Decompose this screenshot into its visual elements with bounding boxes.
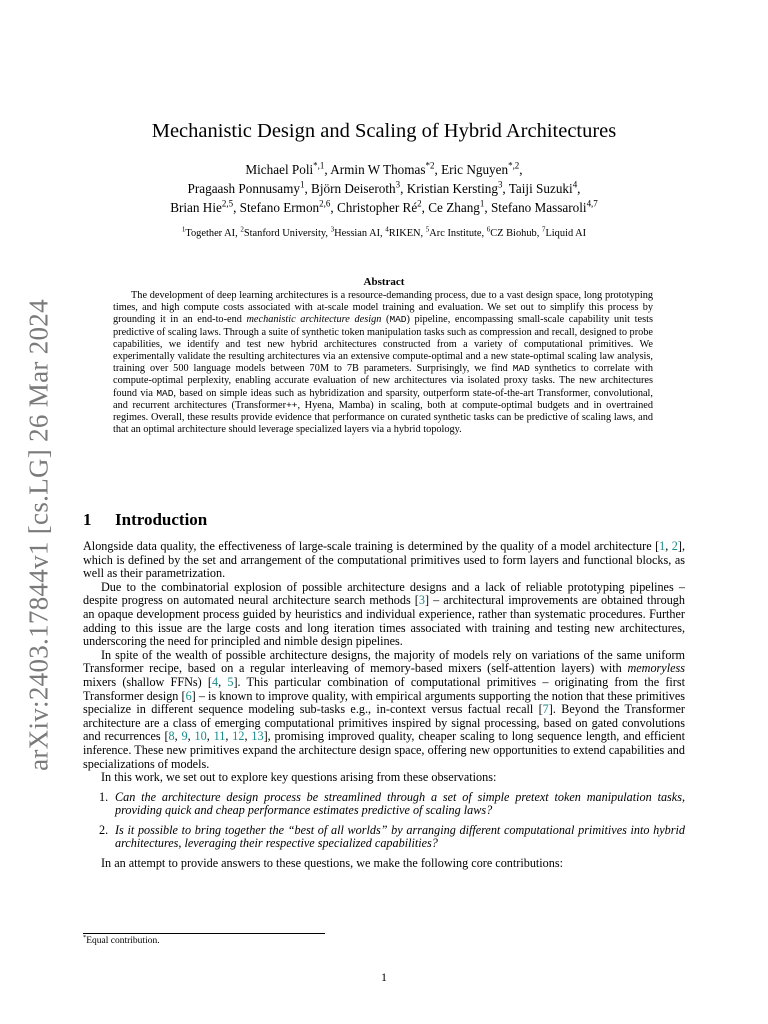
paragraph-1: Alongside data quality, the effectiveness of large-scale training is determined by the quality of a model architecture [1, 2], which is defined by the set and arrangement of the computational primitives used to form layers and functional blocks, as well as their parametrization. [83,539,685,581]
paragraph-4: In this work, we set out to explore key questions arising from these observations: [101,770,497,785]
authors-line-3: Brian Hie$^{2,5}$, Stefano Ermon$^{2,6}$, Christopher $Ré^2$, Ce Zhang$^1$, Stefano Massaroli$^{4,7}$ [170,198,598,215]
paragraph-3: In spite of the wealth of possible architecture designs, the majority of models rely on variations of the same uniform Transformer recipe, based on a regular interleaving of memory-based mixers (self-attention layers) with memoryless mixers (shallow FFNs) [4, 5]. This particular combination of computational primitives – originating from the first Transformer design [6] – is known to improve quality, with empirical arguments supporting the notion that these primitives specialize in different sequence modeling sub-tasks e.g., in-context versus factual recall [7]. Beyond the Transformer architecture are a class of emerging computational primitives inspired by signal processing, based on gated convolutions and recurrences [8, 9, 10, 11, 12, 13], promising improved quality, cheaper scaling to long sequence length, and efficient inference. These new primitives expand the architecture design space, offering new opportunities to extend capabilities and specializations of models. [83,647,686,771]
abstract-text: The development of deep learning architectures is a resource-demanding process, due to a vast design space, long prototyping times, and high compute costs associated with at-scale model training and evaluation. We set out to simplify this process by grounding it in an end-to-end mechanistic architecture design (MAD) pipeline, encompassing small-scale capability unit tests predictive of scaling laws. Through a suite of synthetic token manipulation tasks such as compression and recall, designed to probe capabilities, we identify and test new hybrid architectures constructed from a variety of computational primitives. We experimentally validate the resulting architectures via an extensive compute-optimal and a new state-optimal scaling law analysis, training over 500 language models between 70M to 7B parameters. Surprisingly, we find MAD synthetics to correlate with compute-optimal perplexity, enabling accurate evaluation of new architectures via isolated proxy tasks. The new architectures found via MAD, based on simple ideas such as hybridization and sparsity, outperform state-of-the-art Transformer, convolutional, and recurrent architectures (Transformer++, Hyena, Mamba) in scaling, both at compute-optimal budgets and in overtrained regimes. Overall, these results provide evidence that performance on curated synthetic tasks can be predictive of scaling laws, and that an optimal architecture should leverage specialized layers via a hybrid topology. [113,290,653,436]
authors-line-2: Pragaash Ponnusamy$^1$, Björn Deiseroth$^3$, Kristian Kersting$^3$, Taiji Suzuki$^4$, [187,179,581,196]
question-number-2: 2. [99,822,109,837]
paragraph-2: Due to the combinatorial explosion of possible architecture designs and a lack of reliable prototyping pipelines – despite progress on automated neural architecture search methods [3] – architectural improvements are obtained through an opaque development process guided by heuristics and individual experience, rather than systematic procedures. Further adding to this issue are the large costs and long iteration times associated with training and testing new architectures, underscoring the need for principled and nimble design pipelines. [83,579,685,649]
question-text-1: Can the architecture design process be streamlined through a set of simple pretext token manipulation tasks, providing quick and cheap performance estimates predictive of scaling laws? [115,789,685,818]
page-number: 1 [381,970,387,984]
footnote: *Equal contribution. [83,933,160,946]
section-heading-introduction [83,510,207,530]
introduction-body [83,540,685,871]
abstract-heading: Abstract [363,276,405,288]
arxiv-sidebar-stamp [14,299,64,771]
author-list [0,160,768,217]
question-text-2: Is it possible to bring together the “best of all worlds” by arranging different computational primitives into hybrid architectures, leveraging their respective specialized capabilities? [115,822,685,851]
question-item-2 [83,824,685,851]
footnote-rule [83,933,325,934]
affiliations: $^1$Together AI, $^2$Stanford University, $^3$Hessian AI, $^4$RIKEN, $^5$Arc Institute, $^6$CZ Biohub, $^7$Liquid AI [181,225,587,239]
paragraph-5: In an attempt to provide answers to these questions, we make the following core contributions: [101,856,564,871]
paper-title: Mechanistic Design and Scaling of Hybrid Architectures [151,120,617,142]
section-number: 1 [83,510,92,529]
arxiv-identifier: arXiv:2403.17844v1 [cs.LG] 26 Mar 2024 [23,299,54,771]
authors-line-1: Michael Poli$^{*,1}$, Armin W Thomas$^{*2}$, Eric Nguyen$^{*,2}$, [245,160,523,177]
question-number-1: 1. [99,789,109,804]
section-title: Introduction [115,510,208,529]
question-item-1 [83,791,685,818]
